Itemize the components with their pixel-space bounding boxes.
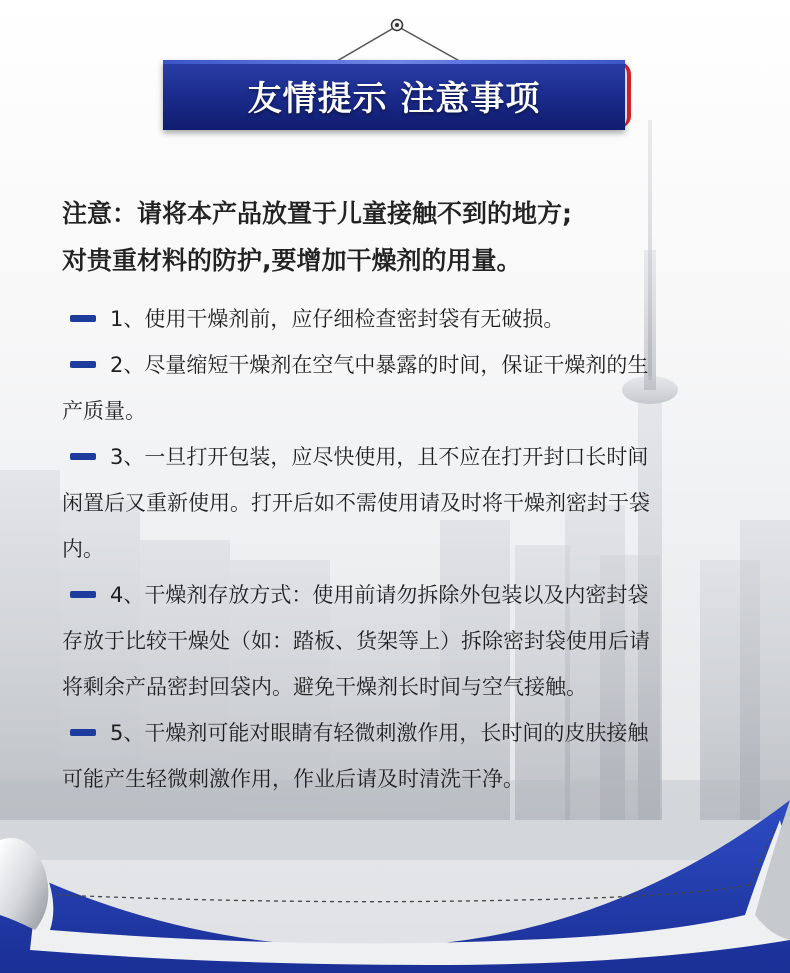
bullet-dash-icon xyxy=(70,453,96,460)
item-4-text-cont-2: 将剩余产品密封回袋内。避免干燥剂长时间与空气接触。 xyxy=(62,675,587,699)
list-item xyxy=(62,572,730,710)
tips-list xyxy=(62,296,730,802)
bullet-dash-icon xyxy=(70,315,96,322)
notice-line-1: 注意：请将本产品放置于儿童接触不到的地方; xyxy=(62,199,572,228)
item-4-text-cont-1: 存放于比较干燥处（如：踏板、货架等上）拆除密封袋使用后请 xyxy=(62,629,650,653)
item-2-text: 2、尽量缩短干燥剂在空气中暴露的时间，保证干燥剂的生 xyxy=(110,353,649,377)
item-1-text: 1、使用干燥剂前，应仔细检查密封袋有无破损。 xyxy=(110,307,565,331)
notice-line-2: 对贵重材料的防护,要增加干燥剂的用量。 xyxy=(62,246,522,275)
item-5-text-cont-1: 可能产生轻微刺激作用，作业后请及时清洗干净。 xyxy=(62,767,524,791)
bullet-dash-icon xyxy=(70,591,96,598)
item-5-text: 5、干燥剂可能对眼睛有轻微刺激作用，长时间的皮肤接触 xyxy=(110,721,649,745)
list-item xyxy=(62,434,730,572)
list-item xyxy=(62,342,730,434)
notice-content xyxy=(62,190,730,802)
item-3-text-cont-1: 闲置后又重新使用。打开后如不需使用请及时将干燥剂密封于袋 xyxy=(62,491,650,515)
item-2-text-cont-1: 产质量。 xyxy=(62,399,146,423)
list-item xyxy=(62,710,730,802)
item-4-text: 4、干燥剂存放方式：使用前请勿拆除外包装以及内密封袋 xyxy=(110,583,649,607)
title-banner xyxy=(163,60,625,130)
item-3-text-cont-2: 内。 xyxy=(62,537,104,561)
bullet-dash-icon xyxy=(70,729,96,736)
bullet-dash-icon xyxy=(70,361,96,368)
banner-title: 友情提示 注意事项 xyxy=(247,78,541,119)
item-3-text: 3、一旦打开包装，应尽快使用，且不应在打开封口长时间 xyxy=(110,445,649,469)
list-item xyxy=(62,296,730,342)
